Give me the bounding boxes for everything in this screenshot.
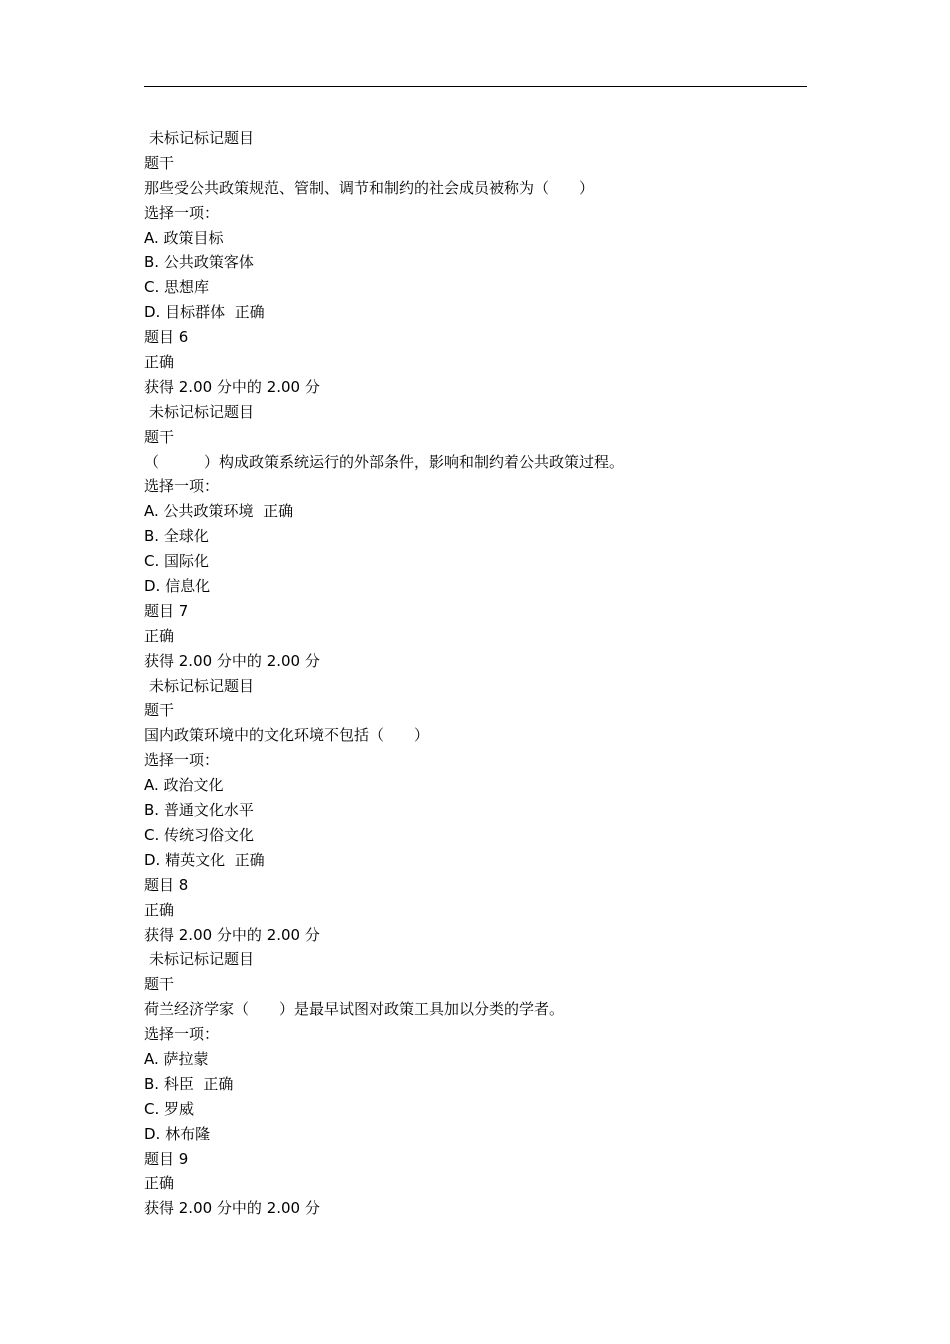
question-stem: （ ）构成政策系统运行的外部条件，影响和制约着公共政策过程。 (144, 452, 625, 471)
question-score: 获得 2.00 分中的 2.00 分 (144, 651, 320, 670)
option-a[interactable]: A. 公共政策环境 正确 (144, 502, 294, 521)
question-status: 正确 (144, 353, 175, 372)
stem-label: 题干 (144, 427, 175, 446)
question-number: 题目 8 (144, 875, 189, 894)
flag-question-link[interactable]: 未标记标记题目 (149, 129, 255, 147)
stem-label: 题干 (144, 701, 175, 720)
option-a[interactable]: A. 政策目标 (144, 228, 224, 247)
flag-question-link[interactable]: 未标记标记题目 (149, 676, 255, 695)
question-score: 获得 2.00 分中的 2.00 分 (144, 377, 320, 396)
option-d[interactable]: D. 目标群体 正确 (144, 303, 265, 322)
question-number: 题目 7 (144, 601, 189, 620)
stem-label: 题干 (144, 975, 175, 994)
option-c[interactable]: C. 罗威 (144, 1099, 195, 1118)
option-b[interactable]: B. 普通文化水平 (144, 801, 254, 820)
choose-label: 选择一项： (144, 1025, 220, 1044)
question-number: 题目 6 (144, 328, 189, 347)
choose-label: 选择一项： (144, 751, 220, 770)
flag-question-link[interactable]: 未标记标记题目 (149, 950, 255, 969)
option-b[interactable]: B. 公共政策客体 (144, 253, 254, 272)
question-stem: 那些受公共政策规范、管制、调节和制约的社会成员被称为（ ） (144, 178, 595, 197)
option-b[interactable]: B. 全球化 (144, 527, 209, 546)
question-status: 正确 (144, 900, 175, 919)
flag-question-link[interactable]: 未标记标记题目 (149, 402, 255, 421)
header-rule (144, 86, 807, 87)
question-stem: 国内政策环境中的文化环境不包括（ ） (144, 726, 430, 745)
question-stem: 荷兰经济学家（ ）是最早试图对政策工具加以分类的学者。 (144, 1000, 565, 1019)
choose-label: 选择一项： (144, 477, 220, 496)
option-a[interactable]: A. 政治文化 (144, 776, 224, 795)
option-d[interactable]: D. 信息化 (144, 577, 211, 596)
option-d[interactable]: D. 精英文化 正确 (144, 850, 265, 869)
question-status: 正确 (144, 1174, 175, 1193)
question-number: 题目 9 (144, 1149, 189, 1168)
option-d[interactable]: D. 林布隆 (144, 1124, 211, 1143)
stem-label: 题干 (144, 153, 175, 172)
question-score: 获得 2.00 分中的 2.00 分 (144, 1199, 320, 1218)
quiz-content (144, 126, 804, 1221)
question-status: 正确 (144, 626, 175, 645)
question-score: 获得 2.00 分中的 2.00 分 (144, 925, 320, 944)
option-c[interactable]: C. 传统习俗文化 (144, 825, 255, 844)
option-b[interactable]: B. 科臣 正确 (144, 1074, 234, 1093)
option-c[interactable]: C. 国际化 (144, 552, 210, 571)
option-a[interactable]: A. 萨拉蒙 (144, 1049, 209, 1068)
option-c[interactable]: C. 思想库 (144, 278, 210, 297)
choose-label: 选择一项： (144, 203, 220, 222)
